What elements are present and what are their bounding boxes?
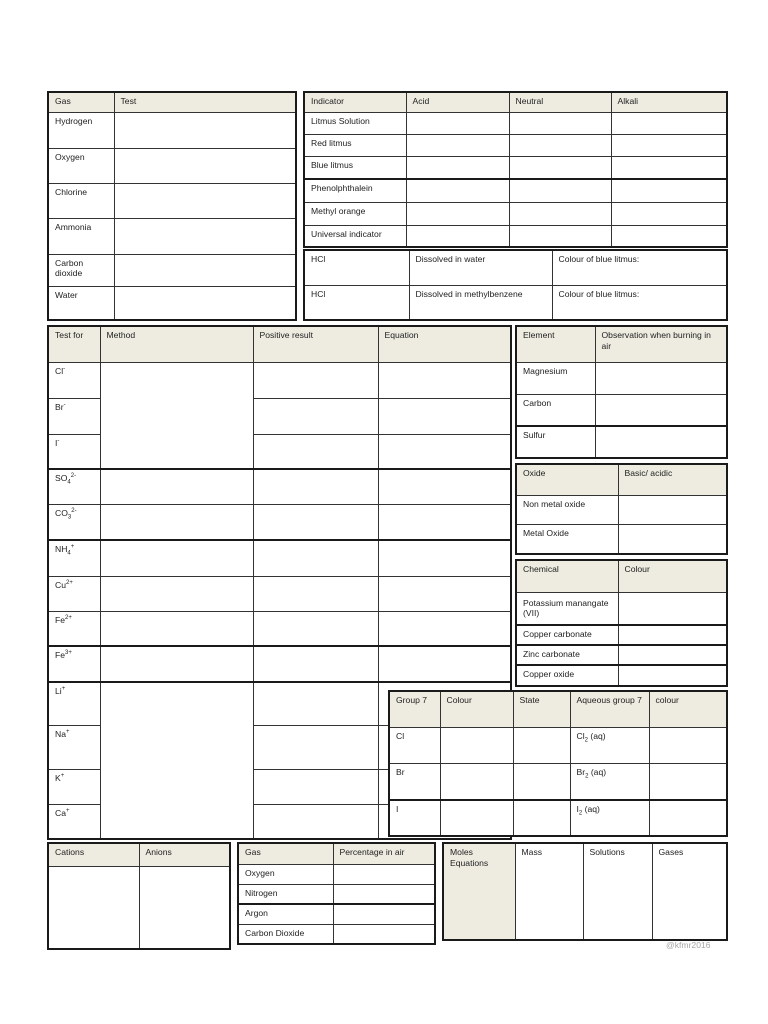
answer-cell[interactable] — [611, 156, 727, 179]
gas-water: Water — [48, 286, 114, 320]
ion-label: Br- — [48, 398, 100, 434]
answer-cell[interactable] — [649, 763, 727, 800]
answer-cell[interactable] — [513, 727, 570, 763]
ion-label: K+ — [48, 769, 100, 804]
answer-cell[interactable] — [139, 866, 230, 949]
air-gas-nitrogen: Nitrogen — [238, 884, 333, 904]
answer-cell[interactable] — [253, 646, 378, 682]
oxide-table — [515, 463, 728, 555]
answer-cell[interactable] — [48, 866, 139, 949]
answer-cell[interactable] — [406, 202, 509, 225]
answer-cell[interactable] — [440, 800, 513, 836]
chemical-copper-carbonate: Copper carbonate — [516, 625, 618, 645]
hcl-substance: HCl — [304, 285, 409, 320]
answer-cell[interactable] — [378, 646, 511, 682]
answer-cell[interactable] — [253, 769, 378, 804]
answer-cell[interactable] — [253, 576, 378, 611]
answer-cell[interactable] — [406, 134, 509, 156]
chemical-zinc-carbonate: Zinc carbonate — [516, 645, 618, 665]
method-cell[interactable] — [100, 646, 253, 682]
header-oxide: Oxide — [516, 464, 618, 495]
hcl-table — [303, 249, 728, 321]
answer-cell[interactable] — [253, 725, 378, 769]
answer-cell[interactable] — [611, 202, 727, 225]
answer-cell[interactable] — [618, 592, 727, 625]
blue-litmus-colour-field[interactable]: Colour of blue litmus: — [552, 250, 727, 285]
watermark: @kfmr2016 — [666, 940, 711, 950]
ion-label: $Fe^{3+}$ — [48, 646, 100, 682]
answer-cell[interactable] — [406, 156, 509, 179]
aqueous-label: $Br_2$ (aq) — [570, 763, 649, 800]
answer-cell[interactable] — [509, 202, 611, 225]
answer-cell[interactable] — [253, 469, 378, 504]
hcl-substance: HCl — [304, 250, 409, 285]
moles-solutions-cell[interactable]: Solutions — [583, 843, 652, 940]
header-alkali: Alkali — [611, 92, 727, 112]
chemical-colour-table — [515, 559, 728, 687]
indicator-litmus-solution: Litmus Solution — [304, 112, 406, 134]
answer-cell[interactable] — [406, 225, 509, 247]
header-chemical: Chemical — [516, 560, 618, 592]
air-gas-carbon-dioxide: Carbon Dioxide — [238, 924, 333, 944]
answer-cell[interactable] — [509, 112, 611, 134]
element-carbon: Carbon — [516, 394, 595, 426]
header-moles-equations: Moles Equations — [443, 843, 515, 940]
answer-cell[interactable] — [406, 112, 509, 134]
header-group7: Group 7 — [389, 691, 440, 727]
gas-hydrogen: Hydrogen — [48, 112, 114, 148]
indicator-blue-litmus: Blue litmus — [304, 156, 406, 179]
element-sulfur: Sulfur — [516, 426, 595, 458]
answer-cell[interactable] — [595, 426, 727, 458]
indicator-universal: Universal indicator — [304, 225, 406, 247]
blue-litmus-colour-field[interactable]: Colour of blue litmus: — [552, 285, 727, 320]
moles-mass-cell[interactable]: Mass — [515, 843, 583, 940]
air-gas-oxygen: Oxygen — [238, 864, 333, 884]
answer-cell[interactable] — [618, 524, 727, 554]
answer-cell[interactable] — [378, 504, 511, 540]
answer-cell[interactable] — [253, 540, 378, 576]
answer-cell[interactable] — [649, 727, 727, 763]
gas-test-table — [47, 91, 297, 321]
answer-cell[interactable] — [509, 179, 611, 202]
group7-table — [388, 690, 728, 837]
answer-cell[interactable] — [618, 645, 727, 665]
answer-cell[interactable] — [378, 398, 511, 434]
answer-cell[interactable] — [611, 134, 727, 156]
answer-cell[interactable] — [378, 362, 511, 398]
method-cell[interactable] — [100, 504, 253, 540]
answer-cell[interactable] — [253, 682, 378, 725]
answer-cell[interactable] — [333, 864, 435, 884]
gas-chlorine: Chlorine — [48, 183, 114, 218]
burning-table — [515, 325, 728, 459]
oxide-non-metal: Non metal oxide — [516, 495, 618, 524]
answer-cell[interactable] — [114, 183, 296, 218]
header-cations: Cations — [48, 843, 139, 866]
header-percentage: Percentage in air — [333, 843, 435, 864]
ion-label: $Fe^{2+}$ — [48, 611, 100, 646]
hcl-solvent: Dissolved in water — [409, 250, 552, 285]
answer-cell[interactable] — [378, 611, 511, 646]
ion-label: $NH_4^+$ — [48, 540, 100, 576]
oxide-metal: Metal Oxide — [516, 524, 618, 554]
answer-cell[interactable] — [253, 362, 378, 398]
air-composition-table — [237, 842, 436, 945]
answer-cell[interactable] — [378, 540, 511, 576]
indicator-red-litmus: Red litmus — [304, 134, 406, 156]
answer-cell[interactable] — [440, 727, 513, 763]
header-gas: Gas — [238, 843, 333, 864]
answer-cell[interactable] — [378, 576, 511, 611]
chemical-potassium-manganate: Potassium manangate (VII) — [516, 592, 618, 625]
answer-cell[interactable] — [618, 665, 727, 686]
gas-carbon-dioxide: Carbon dioxide — [48, 254, 114, 286]
moles-table — [442, 842, 728, 941]
ion-label: Li+ — [48, 682, 100, 725]
answer-cell[interactable] — [114, 254, 296, 286]
answer-cell[interactable] — [513, 800, 570, 836]
answer-cell[interactable] — [253, 611, 378, 646]
aqueous-label: $I_2$ (aq) — [570, 800, 649, 836]
answer-cell[interactable] — [618, 495, 727, 524]
header-test-for: Test for — [48, 326, 100, 362]
header-test: Test — [114, 92, 296, 112]
answer-cell[interactable] — [611, 179, 727, 202]
ion-label: Cl- — [48, 362, 100, 398]
header-aqueous-group7: Aqueous group 7 — [570, 691, 649, 727]
method-cell[interactable] — [100, 682, 253, 839]
header-acid: Acid — [406, 92, 509, 112]
chemical-copper-oxide: Copper oxide — [516, 665, 618, 686]
ion-label: $CO_3^{2-}$ — [48, 504, 100, 540]
hcl-solvent: Dissolved in methylbenzene — [409, 285, 552, 320]
answer-cell[interactable] — [509, 156, 611, 179]
answer-cell[interactable] — [378, 434, 511, 469]
group7-element: Br — [389, 763, 440, 800]
answer-cell[interactable] — [509, 225, 611, 247]
cations-anions-table — [47, 842, 231, 950]
answer-cell[interactable] — [595, 362, 727, 394]
answer-cell[interactable] — [253, 804, 378, 839]
answer-cell[interactable] — [333, 884, 435, 904]
answer-cell[interactable] — [114, 148, 296, 183]
group7-element: I — [389, 800, 440, 836]
indicator-methyl-orange: Methyl orange — [304, 202, 406, 225]
moles-gases-cell[interactable]: Gases — [652, 843, 727, 940]
answer-cell[interactable] — [611, 225, 727, 247]
header-positive-result: Positive result — [253, 326, 378, 362]
answer-cell[interactable] — [406, 179, 509, 202]
header-equation: Equation — [378, 326, 511, 362]
answer-cell[interactable] — [114, 218, 296, 254]
method-cell[interactable] — [100, 362, 253, 469]
answer-cell[interactable] — [114, 286, 296, 320]
header-indicator: Indicator — [304, 92, 406, 112]
answer-cell[interactable] — [253, 504, 378, 540]
header-colour: Colour — [618, 560, 727, 592]
answer-cell[interactable] — [333, 924, 435, 944]
header-gas: Gas — [48, 92, 114, 112]
indicator-table — [303, 91, 728, 248]
indicator-phenolphthalein: Phenolphthalein — [304, 179, 406, 202]
ion-label: Ca+ — [48, 804, 100, 839]
method-cell[interactable] — [100, 611, 253, 646]
answer-cell[interactable] — [378, 469, 511, 504]
ion-label: Na+ — [48, 725, 100, 769]
header-element: Element — [516, 326, 595, 362]
header-anions: Anions — [139, 843, 230, 866]
answer-cell[interactable] — [333, 904, 435, 924]
header-neutral: Neutral — [509, 92, 611, 112]
header-observation: Observation when burning in air — [595, 326, 727, 362]
aqueous-label: $Cl_2$ (aq) — [570, 727, 649, 763]
gas-ammonia: Ammonia — [48, 218, 114, 254]
header-method: Method — [100, 326, 253, 362]
answer-cell[interactable] — [114, 112, 296, 148]
ion-label: $Cu^{2+}$ — [48, 576, 100, 611]
method-cell[interactable] — [100, 576, 253, 611]
answer-cell[interactable] — [253, 434, 378, 469]
header-state: State — [513, 691, 570, 727]
answer-cell[interactable] — [513, 763, 570, 800]
header-basic-acidic: Basic/ acidic — [618, 464, 727, 495]
header-aq-colour: colour — [649, 691, 727, 727]
answer-cell[interactable] — [649, 800, 727, 836]
answer-cell[interactable] — [440, 763, 513, 800]
group7-element: Cl — [389, 727, 440, 763]
answer-cell[interactable] — [611, 112, 727, 134]
element-magnesium: Magnesium — [516, 362, 595, 394]
answer-cell[interactable] — [509, 134, 611, 156]
ion-label: I- — [48, 434, 100, 469]
header-colour: Colour — [440, 691, 513, 727]
ion-label: $SO_4^{2-}$ — [48, 469, 100, 504]
answer-cell[interactable] — [618, 625, 727, 645]
answer-cell[interactable] — [595, 394, 727, 426]
gas-oxygen: Oxygen — [48, 148, 114, 183]
answer-cell[interactable] — [253, 398, 378, 434]
method-cell[interactable] — [100, 469, 253, 504]
air-gas-argon: Argon — [238, 904, 333, 924]
method-cell[interactable] — [100, 540, 253, 576]
